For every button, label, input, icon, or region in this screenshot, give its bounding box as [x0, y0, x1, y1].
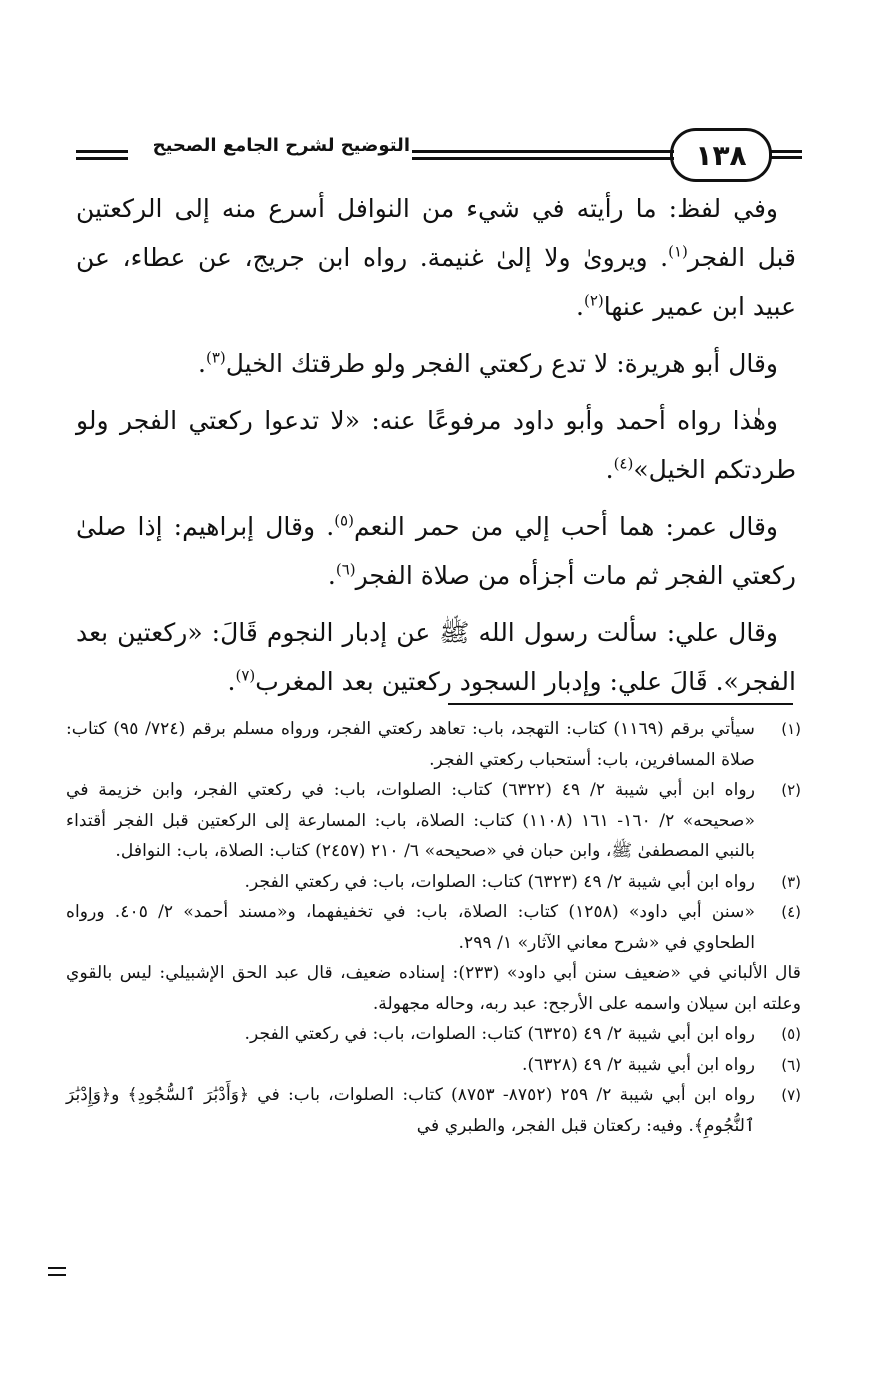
running-title: التوضيح لشرح الجامع الصحيح — [152, 135, 410, 156]
body-text: . — [198, 349, 206, 378]
body-text: وهٰذا رواه أحمد وأبو داود مرفوعًا عنه: «لا تدعوا ركعتي الفجر ولو طردتكم الخيل» — [76, 406, 796, 484]
body-text: وقال علي: سألت رسول الله ﷺ عن إدبار النجوم قَالَ: «ركعتين بعد الفجر». قَالَ علي: وإدبار السجود ركعتين بعد المغرب — [76, 618, 796, 696]
continuation-mark — [48, 1267, 66, 1281]
body-text: . ويروىٰ ولا إلىٰ غنيمة. رواه ابن جريج، عن عطاء، عن عبيد ابن عمير عنها — [76, 243, 796, 321]
footnote-number: (٤) — [781, 903, 801, 921]
footnote — [66, 1050, 801, 1081]
footnote-number: (٢) — [781, 781, 801, 799]
footnote — [66, 714, 801, 775]
body-text: . وقال إبراهيم: إذا صلىٰ ركعتي الفجر ثم مات أجزأه من صلاة الفجر — [76, 512, 796, 590]
header-rule — [412, 150, 674, 153]
main-text — [76, 184, 796, 706]
body-paragraph — [76, 184, 796, 331]
footnote-text: رواه ابن أبي شيبة ٢/ ٤٩ (٦٣٢٢) كتاب: الصلوات، باب: في ركعتي الفجر، وابن خزيمة في «صحيحه» ٢/ ١٦٠- ١٦١ (١١٠٨) كتاب: الصلاة، باب: المسارعة إلى الركعتين قبل الفجر أقتداء بالنبي المصطفىٰ ﷺ، وابن حبان في «صحيحه» ٦/ ٢١٠ (٢٤٥٧) كتاب: الصلاة، باب: النوافل. — [66, 780, 756, 861]
body-text: . — [576, 292, 584, 321]
body-text: . — [327, 561, 336, 590]
footnote-reference: (٢) — [584, 291, 604, 310]
body-paragraph — [76, 502, 796, 600]
footnote-text: رواه ابن أبي شيبة ٢/ ٤٩ (٦٣٢٨). — [522, 1054, 755, 1075]
header-ornament-line — [770, 156, 802, 159]
footnote — [66, 1080, 801, 1141]
footnote-reference: (٥) — [334, 511, 354, 530]
page-number: ١٣٨ — [670, 128, 772, 182]
header-rule — [412, 157, 674, 160]
footnotes — [66, 714, 801, 1141]
body-paragraph — [76, 339, 796, 388]
footnote-continuation: قال الألباني في «ضعيف سنن أبي داود» (٢٣٣): إسناده ضعيف، قال عبد الحق الإشبيلي: ليس بالقوي وعلته ابن سيلان واسمه على الأرجح: عبد ربه، وحاله مجهولة. — [66, 963, 801, 1014]
footnote-reference: (٦) — [335, 560, 356, 579]
footnote-text: رواه ابن أبي شيبة ٢/ ٢٥٩ (٨٧٥٢- ٨٧٥٣) كتاب: الصلوات، باب: في ﴿وَأَدْبَٰرَ ٱلسُّجُودِ﴾ و﴿وَإِدْبَٰرَ ٱلنُّجُومِ﴾. وفيه: ركعتان قبل الفجر، والطبري في — [66, 1085, 756, 1136]
footnote-reference: (٤) — [613, 454, 634, 473]
footnote — [66, 775, 801, 867]
footnote-text: «سنن أبي داود» (١٢٥٨) كتاب: الصلاة، باب: في تخفيفهما، و«مسند أحمد» ٢/ ٤٠٥. ورواه الطحاوي في «شرح معاني الآثار» ١/ ٢٩٩. — [66, 902, 756, 953]
footnote-text: رواه ابن أبي شيبة ٢/ ٤٩ (٦٣٢٣) كتاب: الصلوات، باب: في ركعتي الفجر. — [244, 871, 755, 892]
footnote-text: رواه ابن أبي شيبة ٢/ ٤٩ (٦٣٢٥) كتاب: الصلوات، باب: في ركعتي الفجر. — [244, 1024, 755, 1044]
footnote-number: (٧) — [781, 1086, 801, 1104]
footnote-separator — [448, 703, 793, 705]
footnote-text: سيأتي برقم (١١٦٩) كتاب: التهجد، باب: تعاهد ركعتي الفجر، ورواه مسلم برقم (٧٢٤/ ٩٥) كتاب: صلاة المسافرين، باب: أستحباب ركعتي الفجر. — [66, 719, 755, 770]
header-rule — [76, 150, 128, 153]
header-ornament-line — [770, 150, 802, 153]
footnote — [66, 1019, 801, 1050]
footnote — [66, 897, 801, 958]
footnote-reference: (١) — [668, 242, 688, 261]
body-text: . — [227, 667, 236, 696]
footnote-reference: (٣) — [205, 348, 226, 367]
body-paragraph — [76, 608, 796, 706]
page-header — [72, 122, 802, 182]
footnote-reference: (٧) — [235, 666, 256, 685]
footnote-number: (٣) — [781, 872, 801, 891]
body-text: . — [605, 455, 614, 484]
footnote — [66, 867, 801, 898]
footnote-number: (١) — [781, 720, 801, 738]
body-paragraph — [76, 396, 796, 494]
body-text: وقال عمر: هما أحب إلي من حمر النعم — [353, 512, 778, 541]
body-text: وفي لفظ: ما رأيته في شيء من النوافل أسرع منه إلى الركعتين قبل الفجر — [76, 194, 797, 272]
body-text: وقال أبو هريرة: لا تدع ركعتي الفجر ولو طرقتك الخيل — [225, 349, 778, 378]
footnote-number: (٦) — [781, 1055, 801, 1074]
footnote-number: (٥) — [781, 1025, 801, 1043]
header-rule — [76, 157, 128, 160]
